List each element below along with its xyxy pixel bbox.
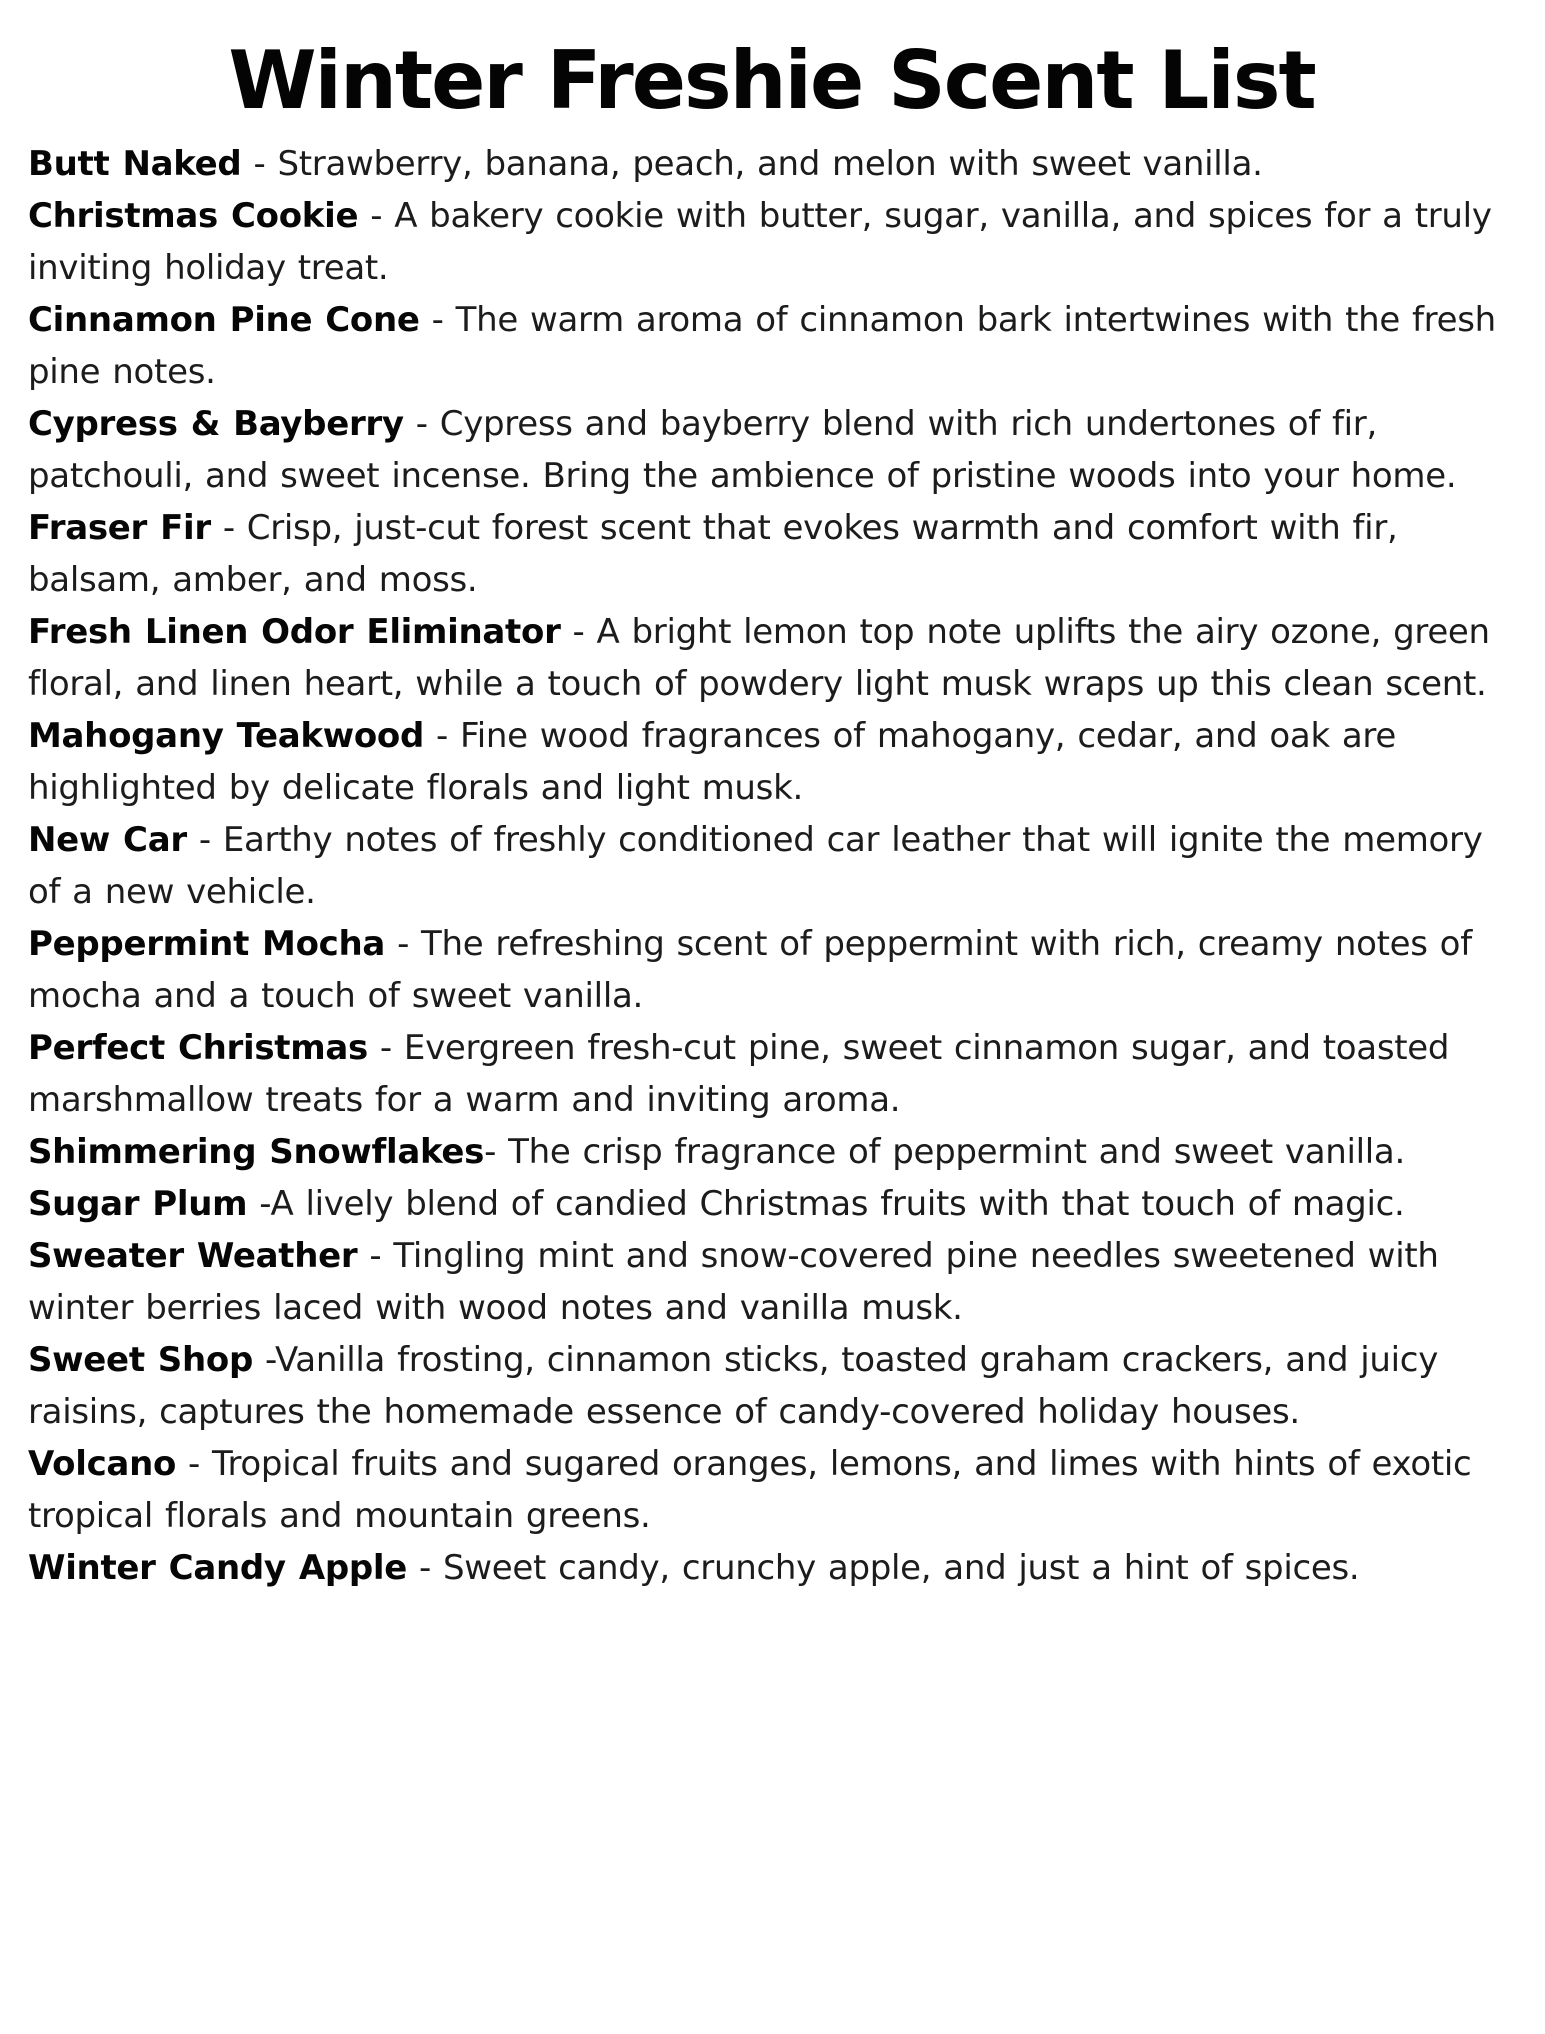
scent-description: Earthy notes of freshly conditioned car leather that will ignite the memory of a new vehicle. [28, 820, 1483, 913]
scent-name: New Car [28, 820, 187, 861]
scent-separator: - [241, 144, 278, 185]
scent-entry [28, 606, 1515, 710]
scent-separator: - [560, 612, 597, 653]
scent-entry [28, 1334, 1515, 1438]
scent-entry [28, 398, 1515, 502]
scent-entry [28, 710, 1515, 814]
scent-description: Fine wood fragrances of mahogany, cedar, and oak are highlighted by delicate florals and light musk. [28, 716, 1396, 809]
scent-name: Christmas Cookie [28, 196, 359, 237]
scent-name: Sweet Shop [28, 1340, 253, 1381]
scent-separator: - [407, 1548, 444, 1589]
scent-name: Winter Candy Apple [28, 1548, 408, 1589]
scent-entry [28, 1230, 1515, 1334]
scent-description: Cypress and bayberry blend with rich undertones of fir, patchouli, and sweet incense. Bring the ambience of pristine woods into your home. [28, 404, 1457, 497]
scent-description: The refreshing scent of peppermint with rich, creamy notes of mocha and a touch of sweet vanilla. [28, 924, 1472, 1017]
scent-separator: - [423, 716, 460, 757]
scent-name: Sweater Weather [28, 1236, 358, 1277]
scent-description: Evergreen fresh-cut pine, sweet cinnamon sugar, and toasted marshmallow treats for a warm and inviting aroma. [28, 1028, 1450, 1121]
scent-description: A lively blend of candied Christmas fruits with that touch of magic. [270, 1184, 1405, 1225]
scent-name: Volcano [28, 1444, 177, 1485]
scent-separator: - [419, 300, 456, 341]
scent-separator: - [403, 404, 440, 445]
scent-name: Fresh Linen Odor Eliminator [28, 612, 561, 653]
scent-description: The crisp fragrance of peppermint and sweet vanilla. [508, 1132, 1405, 1173]
scent-entry [28, 502, 1515, 606]
page-title: Winter Freshie Scent List [228, 34, 1315, 127]
scent-list [28, 138, 1515, 1594]
scent-description: A bright lemon top note uplifts the airy ozone, green floral, and linen heart, while a touch of powdery light musk wraps up this clean scent. [28, 612, 1490, 705]
scent-name: Perfect Christmas [28, 1028, 368, 1069]
scent-name: Fraser Fir [28, 508, 211, 549]
scent-name: Peppermint Mocha [28, 924, 386, 965]
document-page [0, 34, 1545, 2034]
scent-description: Strawberry, banana, peach, and melon with sweet vanilla. [277, 144, 1263, 185]
scent-separator: - [484, 1132, 509, 1173]
scent-separator: - [210, 508, 247, 549]
scent-separator: - [253, 1340, 275, 1381]
scent-separator: - [385, 924, 422, 965]
scent-name: Butt Naked [28, 144, 242, 185]
scent-entry [28, 814, 1515, 918]
scent-description: A bakery cookie with butter, sugar, vanilla, and spices for a truly inviting holiday treat. [28, 196, 1492, 289]
scent-entry [28, 1178, 1515, 1230]
scent-separator: - [358, 196, 395, 237]
scent-entry [28, 918, 1515, 1022]
scent-entry [28, 1438, 1515, 1542]
scent-name: Mahogany Teakwood [28, 716, 424, 757]
scent-description: Crisp, just-cut forest scent that evokes warmth and comfort with fir, balsam, amber, and moss. [28, 508, 1398, 601]
scent-entry [28, 1022, 1515, 1126]
scent-name: Shimmering Snowflakes [28, 1132, 485, 1173]
scent-separator: - [247, 1184, 271, 1225]
scent-separator: - [367, 1028, 404, 1069]
scent-entry [28, 190, 1515, 294]
scent-entry [28, 1126, 1515, 1178]
scent-entry [28, 1542, 1515, 1594]
scent-separator: - [176, 1444, 213, 1485]
scent-entry [28, 294, 1515, 398]
scent-entry [28, 138, 1515, 190]
scent-description: Tingling mint and snow-covered pine needles sweetened with winter berries laced with wood notes and vanilla musk. [28, 1236, 1439, 1329]
scent-description: Sweet candy, crunchy apple, and just a hint of spices. [443, 1548, 1360, 1589]
scent-description: Vanilla frosting, cinnamon sticks, toasted graham crackers, and juicy raisins, captures the homemade essence of candy-covered holiday houses. [28, 1340, 1439, 1433]
scent-description: Tropical fruits and sugared oranges, lemons, and limes with hints of exotic tropical florals and mountain greens. [28, 1444, 1472, 1537]
scent-name: Sugar Plum [28, 1184, 248, 1225]
scent-separator: - [186, 820, 223, 861]
scent-name: Cypress & Bayberry [28, 404, 404, 445]
scent-separator: - [357, 1236, 394, 1277]
scent-name: Cinnamon Pine Cone [28, 300, 420, 341]
scent-description: The warm aroma of cinnamon bark intertwines with the fresh pine notes. [28, 300, 1496, 393]
